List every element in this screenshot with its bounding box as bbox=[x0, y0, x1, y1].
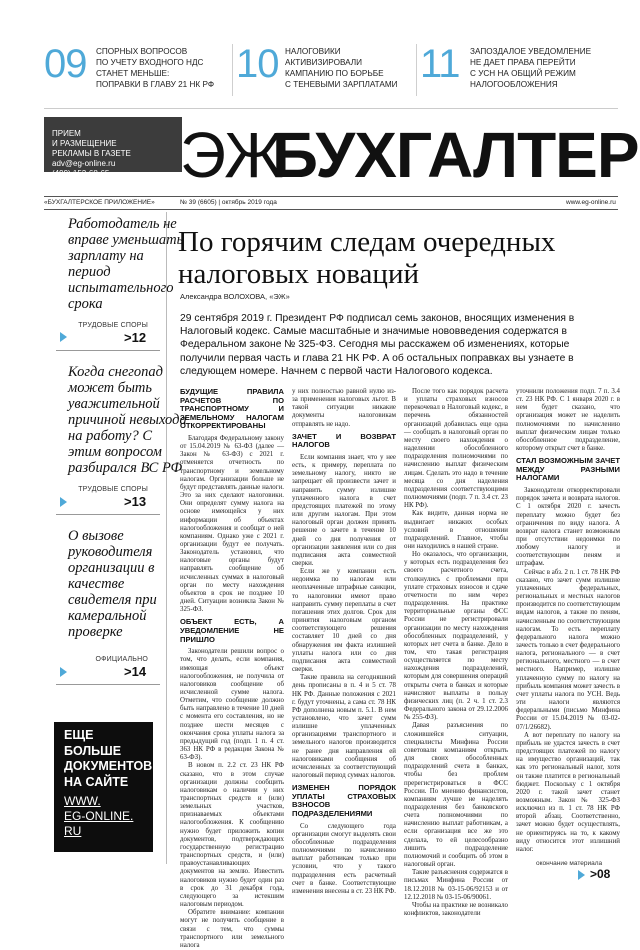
paragraph: Законодатели откорректировали порядок зачета и возврата налогов. С 1 октября 2020 г. зачесть переплату можно будет без ограничения по виду налога. А возврат налога станет возможным при отсутствии недоимки по любому налогу и соответствующим пеням и штрафам. bbox=[516, 487, 620, 568]
ad-contact bbox=[52, 129, 172, 179]
paragraph: Обратите внимание: компании могут не получить сообщение в связи с тем, что суммы транспортного или земельного налога bbox=[180, 909, 284, 949]
section-heading: ОБЪЕКТ ЕСТЬ, А УВЕДОМЛЕНИЕ НЕ ПРИШЛО bbox=[180, 617, 284, 644]
issue-rule-bottom bbox=[44, 209, 618, 210]
paragraph: у них полностью равной нулю из-за применения налоговых льгот. В такой ситуации никакие документы налоговикам отправлять не надо. bbox=[292, 388, 396, 428]
teaser-line: НАЛОГОВИКИ bbox=[285, 47, 341, 56]
section-heading: ИЗМЕНЕН ПОРЯДОК УПЛАТЫ СТРАХОВЫХ ВЗНОСОВ ПОДРАЗДЕЛЕНИЯМИ bbox=[292, 783, 396, 818]
continued-page[interactable]: >08 bbox=[590, 867, 611, 881]
continued-label: окончание материала bbox=[536, 860, 603, 867]
teaser-line: СПОРНЫХ ВОПРОСОВ bbox=[96, 47, 188, 56]
section-heading: ЗАЧЕТ И ВОЗВРАТ НАЛОГОВ bbox=[292, 431, 396, 450]
masthead-title: БУХГАЛТЕР bbox=[272, 119, 639, 191]
sidebar-arrow-icon bbox=[60, 667, 67, 677]
paragraph: Благодаря Федеральному закону от 15.04.2019 № 63-ФЗ (далее — Закон № 63-ФЗ) с 2021 г. отменяется отчетность по транспортному и земельному налогам. Организации больше не будут представлять данные налоги. Это за них сделают налоговики. Они определят сумму налога на основе имеющейся у них информации об объектах налогообложения и сообщат о ней компаниям. Однако уже с 2021 г. организации будут ее получать. Законодатель установил, что налоговые органы будут направлять сообщение об исчисленных суммах в налоговый орган по месту нахождения объектов в срок не позднее 10 дней. Ситуации возникла Закон № 325-ФЗ. bbox=[180, 434, 284, 614]
paragraph: Как видите, данная норма не выдвигает никаких особых условий в отношении подразделений. Главное, чтобы они находились в нашей стране. bbox=[404, 510, 508, 550]
teaser-number: 11 bbox=[420, 42, 460, 86]
teaser-bottom-rule bbox=[44, 108, 618, 109]
issue-supplement: «БУХГАЛТЕРСКОЕ ПРИЛОЖЕНИЕ» bbox=[44, 199, 155, 206]
teaser-number: 09 bbox=[44, 42, 87, 86]
teaser-text bbox=[470, 46, 591, 90]
paragraph: После того как порядок расчета и уплаты страховых взносов перекочевал в Налоговый кодекс, в перечень обязанностей организаций добавилась еще одна — сообщать в налоговый орган по месту своего нахождения о наделении обособленного подразделения полномочиями по начислению выплат физическим лицам. Сделать это надо в течение месяца со дня наделения подразделения соответствующими полномочиями (подп. 7 п. 3.4 ст. 23 НК РФ). bbox=[404, 388, 508, 510]
article-column-2 bbox=[292, 388, 396, 896]
section-heading: БУДУЩИЕ ПРАВИЛА РАСЧЕТОВ ПО ТРАНСПОРТНОМУ И ЗЕМЕЛЬНОМУ НАЛОГАМ ОТКОРРЕКТИРОВАНЫ bbox=[180, 387, 284, 431]
issue-site[interactable]: www.eg-online.ru bbox=[566, 199, 616, 206]
teaser-line: С УСН НА ОБЩИЙ РЕЖИМ bbox=[470, 69, 576, 78]
paragraph: В новом п. 2.2 ст. 23 НК РФ сказано, что в этом случае организации должны сообщить налоговикам о наличии у них транспортных средств и (или) земельных участков, признаваемых объектами налогообложения. К сообщению нужно будет приложить копии документов, подтверждающих государственную регистрацию транспортных средств, и (или) правоустанавливающих документов на землю. Известить налоговиков нужно будет один раз в срок до 31 декабря года, следующего за истекшим налоговым периодом. bbox=[180, 762, 284, 909]
sidebar-rule bbox=[56, 684, 160, 685]
issue-number: № 39 (6605) | октябрь 2019 года bbox=[180, 199, 277, 206]
masthead-prefix: ЭЖ bbox=[180, 119, 283, 191]
teaser-line: НЕ ДАЕТ ПРАВА ПЕРЕЙТИ bbox=[470, 58, 576, 67]
promo-text: ЕЩЕ БОЛЬШЕ ДОКУМЕНТОВ НА САЙТЕ bbox=[64, 728, 153, 789]
teaser-text bbox=[285, 46, 398, 90]
contact-line: РЕКЛАМЫ В ГАЗЕТЕ bbox=[52, 149, 131, 158]
contact-line: ПРИЕМ bbox=[52, 129, 81, 138]
continued-arrow-icon bbox=[578, 870, 585, 880]
paragraph: Такие правила на сегодняшний день прописаны в п. 4 и 5 ст. 78 НК РФ. Данные положения с 2021 г. будут уточнены, а сама ст. 78 НК РФ дополнена новым п. 5.1. В нем установлено, что зачет сумм излишне уплаченных организациями транспортного и земельного налогов производится не ранее дня направления ей налоговиками сообщения об исчисленных за соответствующий налоговый период суммах налогов. bbox=[292, 674, 396, 780]
sidebar-page-1[interactable]: >12 bbox=[124, 330, 147, 345]
teaser-line: ПОПРАВКИ В ГЛАВУ 21 НК РФ bbox=[96, 80, 215, 89]
contact-phone: (499) 152-68-65 bbox=[52, 169, 110, 178]
promo-link[interactable]: EG-ONLINE. bbox=[64, 809, 134, 823]
sidebar-tag-1: ТРУДОВЫЕ СПОРЫ bbox=[78, 322, 148, 329]
teaser-3[interactable] bbox=[420, 44, 620, 104]
teaser-line: АКТИВИЗИРОВАЛИ bbox=[285, 58, 363, 67]
teaser-divider bbox=[416, 44, 417, 96]
section-heading: СТАЛ ВОЗМОЖНЫМ ЗАЧЕТ МЕЖДУ РАЗНЫМИ НАЛОГАМИ bbox=[516, 456, 620, 483]
sidebar-tag-3: ОФИЦИАЛЬНО bbox=[95, 656, 148, 663]
sidebar-question-3[interactable]: О вызове руководителя организации в качестве свидетеля при камеральной проверке bbox=[68, 528, 157, 640]
teaser-line: НАЛОГООБЛОЖЕНИЯ bbox=[470, 80, 558, 89]
issue-rule-top bbox=[44, 196, 618, 197]
promo-link[interactable]: RU bbox=[64, 824, 82, 838]
sidebar-question-1[interactable]: Работодатель не вправе уменьшать зарплату на период испытательного срока bbox=[68, 216, 184, 312]
article-column-3 bbox=[404, 388, 508, 918]
paragraph: уточнили положения подп. 7 п. 3.4 ст. 23 НК РФ. С 1 января 2020 г. в нем будет сказано, что организация может не наделить полномочиями по начислению выплат физическим лицам только обособленное подразделение, которому открыт счет в банке. bbox=[516, 388, 620, 453]
sidebar-page-2[interactable]: >13 bbox=[124, 494, 147, 509]
teaser-line: КАМПАНИЮ ПО БОРЬБЕ bbox=[285, 69, 384, 78]
article-column-1 bbox=[180, 388, 284, 950]
promo-link[interactable]: WWW. bbox=[64, 794, 101, 808]
teaser-divider bbox=[232, 44, 233, 96]
paragraph: А вот переплату по налогу на прибыль не удастся зачесть в счет предстоящих платежей по налогу на имущество организаций, так как это региональный налог, хотя он также платится в региональный бюджет. Поскольку с 1 октября 2020 г. такой зачет станет возможным. Закон № 325-ФЗ исключил из п. 1 ст. 78 НК РФ второй абзац. Соответственно, зачет можно будет осуществлять, не ориентируясь на то, к какому виду относится этот излишний налог. bbox=[516, 731, 620, 853]
teaser-number: 10 bbox=[236, 42, 279, 86]
teaser-line: С ТЕНЕВЫМИ ЗАРПЛАТАМИ bbox=[285, 80, 398, 89]
paragraph: Если же у компании есть недоимка по налогам или неоплаченные штрафные санкции, то налоговики имеют право направить сумму переплаты в счет погашения этих долгов. Срок для принятия налоговым органом соответствующего решения составляет 10 дней со дня обнаружения им факта излишней уплаты налога или со дня подписания акта совместной сверки. bbox=[292, 568, 396, 674]
teaser-2[interactable] bbox=[236, 44, 416, 104]
paragraph: Если компания знает, что у нее есть, к примеру, переплата по земельному налогу, никто не запрещает ей произвести зачет и направить сумму излишне уплаченного налога в счет предстоящих платежей по этому или другим налогам. При этом налоговый орган должен принять решение о зачете в течение 10 дней со дня получения от организации заявления или со дня подписания акта совместной сверки. bbox=[292, 453, 396, 567]
teaser-line: ПО УЧЕТУ ВХОДНОГО НДС bbox=[96, 58, 204, 67]
paragraph: Но оказалось, что организации, у которых есть подразделения без своего расчетного счета, столкнулись с проблемами при уплате страховых взносов и сдаче отчетности по ним через подразделения. На практике территориальные органы ФСС России не регистрировали организации по месту нахождения обособленных подразделений, у которых нет счета в банке. Дело в том, что такая регистрация осуществляется по месту нахождения подразделений, которым для совершения операций открыты счета в банках и которые начисляют выплаты в пользу физических лиц (п. 2 ч. 1 ст. 2.3 Федерального закона от 29.12.2006 № 255-ФЗ). bbox=[404, 551, 508, 722]
contact-line: И РАЗМЕЩЕНИЕ bbox=[52, 139, 117, 148]
sidebar-arrow-icon bbox=[60, 332, 67, 342]
sidebar-question-2[interactable]: Когда снегопад может быть уважительной причиной невыхода на работу? С этим вопросом разбирался ВС РФ bbox=[68, 364, 187, 476]
paragraph: Чтобы на практике не возникало конфликтов, законодатели bbox=[404, 901, 508, 917]
article-lead: 29 сентября 2019 г. Президент РФ подписал семь законов, вносящих изменения в Налоговый кодекс. Самые масштабные и значимые нововведения содержатся в Федеральном законе № 325-ФЗ. Сегодня мы расскажем об изменениях, которые получили первая часть и глава 21 НК РФ. А об остальных поправках вы узнаете в следующем номере. Начнем с первой части Налогового кодекса. bbox=[180, 313, 575, 377]
paragraph: Давая разъяснения по сложившейся ситуации, специалисты Минфина России советовали компаниям открыть для своих обособленных подразделений счета в банках, чтобы без проблем пререгистрироваться в ФСС России. По мнению финансистов, компаниям лучше не наделять подразделения без банковского счета полномочиями по начислению выплат работникам, а если организация все же это сделала, то ей целесообразно лишить подразделение полномочий и сообщить об этом в налоговый орган. bbox=[404, 722, 508, 869]
teaser-line: СТАНЕТ МЕНЬШЕ: bbox=[96, 69, 170, 78]
paragraph: Сейчас в абз. 2 п. 1 ст. 78 НК РФ сказано, что зачет сумм излишне уплаченных федеральных, региональных и местных налогов производится по соответствующим видам налогов, а также по пеням, начисленным по соответствующим налогам. То есть переплату федерального налога можно зачесть только в счет федерального налога, регионального — в счет регионального, местного — в счет местного. Например, излишне уплаченную сумму по налогу на прибыль компания может зачесть в счет уплаты налога по УСН. Ведь эти налоги являются федеральными (письмо Минфина России от 15.04.2019 № 03-02-07/1/26682). bbox=[516, 568, 620, 731]
teaser-1[interactable] bbox=[44, 44, 224, 104]
sidebar-rule bbox=[56, 514, 160, 515]
sidebar-arrow-icon bbox=[60, 497, 67, 507]
contact-email[interactable]: adv@eg-online.ru bbox=[52, 159, 116, 168]
teaser-line: ЗАПОЗДАЛОЕ УВЕДОМЛЕНИЕ bbox=[470, 47, 592, 56]
article-author: Александра ВОЛОХОВА, «ЭЖ» bbox=[180, 292, 290, 301]
sidebar-tag-2: ТРУДОВЫЕ СПОРЫ bbox=[78, 486, 148, 493]
sidebar-page-3[interactable]: >14 bbox=[124, 664, 147, 679]
article-headline: По горячим следам очередных налоговых новаций bbox=[178, 226, 556, 290]
paragraph: Законодатели решили вопрос о том, что делать, если компания, имеющая объект налогообложения, не получила от налоговиков сообщение об исчисленной сумме налога. Отметим, что сообщение должно быть направлено в течение 10 дней с момента его составления, но не позднее шести месяцев с окончания срока уплаты налога за предыдущий год (подп. 1 п. 4 ст. 363 НК РФ в редакции Закона № 63-ФЗ). bbox=[180, 648, 284, 762]
paragraph: Со следующего года организации смогут выделять свои обособленные подразделения полномочиями по начислению выплат работникам только при условии, что у такого подразделения есть расчетный счет в банке. Соответствующие изменения внесены в ст. 23 НК РФ. bbox=[292, 822, 396, 895]
article-column-4 bbox=[516, 388, 620, 854]
paragraph: Такие разъяснения содержатся в письмах Минфина России от 18.12.2018 № 03-15-06/92153 и от 12.12.2018 № 03-15-06/90061. bbox=[404, 869, 508, 901]
sidebar-rule bbox=[56, 350, 160, 351]
teaser-text bbox=[96, 46, 214, 90]
